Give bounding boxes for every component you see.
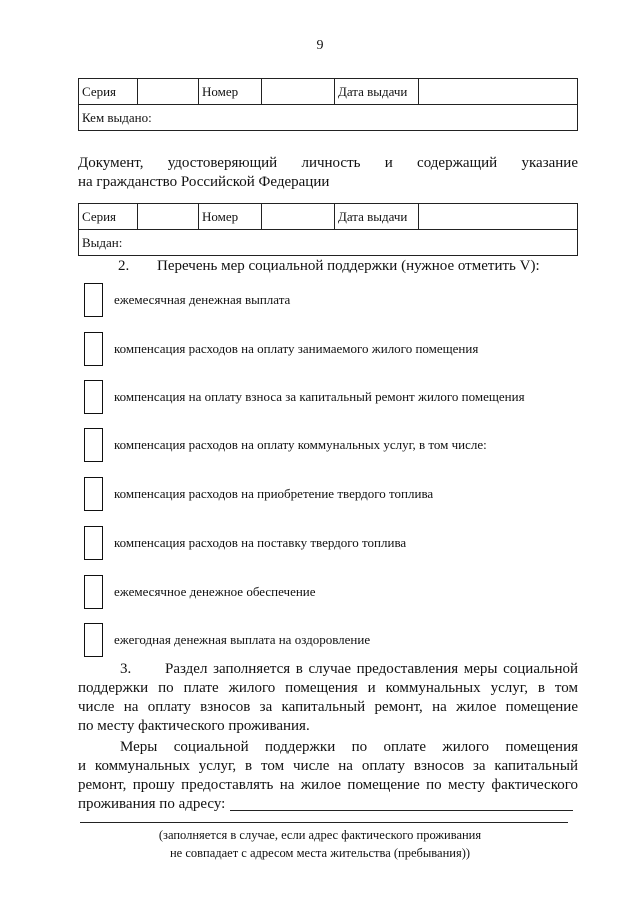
measure-label: компенсация расходов на приобретение твердого топлива (114, 486, 434, 501)
para2-line: ремонт, прошу предоставлять на жилое помещение по месту фактического (78, 777, 578, 793)
measure-checkbox[interactable] (84, 283, 103, 317)
issued-by-label: Кем выдано: (82, 109, 152, 125)
caption-line: (заполняется в случае, если адрес фактического проживания (158, 828, 482, 842)
section2-num: 2. (118, 258, 130, 274)
para2-line: проживания по адресу: (78, 796, 226, 812)
measure-checkbox[interactable] (84, 380, 103, 414)
doc-heading (78, 154, 578, 192)
doc-heading-line: Документ, удостоверяющий личность и содержащий указание (78, 155, 578, 171)
section3-line: Раздел заполняется в случае предоставления меры социальной (165, 661, 579, 677)
measure-checkbox[interactable] (84, 332, 103, 366)
issued-by-field[interactable] (79, 105, 578, 131)
issue-date-field[interactable] (419, 79, 578, 105)
measure-checkbox[interactable] (84, 477, 103, 511)
measure-label: компенсация расходов на поставку твердого топлива (114, 535, 407, 550)
measure-label: компенсация расходов на оплату коммунальных услуг, в том числе: (114, 437, 487, 452)
issued-by-field[interactable] (79, 230, 578, 256)
series-field[interactable] (138, 204, 199, 230)
measure-label: ежемесячное денежное обеспечение (114, 584, 316, 599)
series-field[interactable] (138, 79, 199, 105)
section3-line: по месту фактического проживания. (78, 718, 310, 734)
issue-date-label: Дата выдачи (335, 204, 419, 230)
caption-line: не совпадает с адресом места жительства (пребывания)) (169, 846, 471, 860)
measure-label: ежемесячная денежная выплата (114, 292, 291, 307)
measure-label: компенсация расходов на оплату занимаемого жилого помещения (114, 341, 479, 356)
series-label: Серия (79, 204, 138, 230)
number-field[interactable] (262, 204, 335, 230)
issue-date-label: Дата выдачи (335, 79, 419, 105)
passport-table (78, 78, 578, 131)
measure-label: компенсация на оплату взноса за капитальный ремонт жилого помещения (114, 389, 525, 404)
section3-para2 (78, 738, 578, 814)
address-caption (0, 826, 640, 862)
number-field[interactable] (262, 79, 335, 105)
number-label: Номер (199, 79, 262, 105)
measure-label: ежегодная денежная выплата на оздоровление (114, 632, 371, 647)
address-field-line2[interactable] (80, 822, 568, 823)
number-label: Номер (199, 204, 262, 230)
address-field[interactable] (230, 810, 573, 811)
measure-checkbox[interactable] (84, 526, 103, 560)
issue-date-field[interactable] (419, 204, 578, 230)
para2-line: Меры социальной поддержки по оплате жилого помещения (120, 739, 578, 755)
citizenship-doc-table (78, 203, 578, 256)
section3-num: 3. (120, 661, 132, 677)
section2-title: Перечень мер социальной поддержки (нужное отметить V): (157, 258, 540, 274)
section3-line: числе на оплату взносов за капитальный ремонт, на жилое помещение (78, 699, 578, 715)
section3 (78, 660, 578, 736)
para2-line: и коммунальных услуг, в том числе на оплату взносов за капитальный (78, 758, 578, 774)
issued-by-label: Выдан: (82, 234, 123, 250)
series-label: Серия (79, 79, 138, 105)
doc-heading-line: на гражданство Российской Федерации (78, 174, 330, 190)
measure-checkbox[interactable] (84, 428, 103, 462)
section3-line: поддержки по плате жилого помещения и коммунальных услуг, в том (78, 680, 578, 696)
measure-checkbox[interactable] (84, 623, 103, 657)
measure-checkbox[interactable] (84, 575, 103, 609)
page-number: 9 (316, 38, 324, 53)
